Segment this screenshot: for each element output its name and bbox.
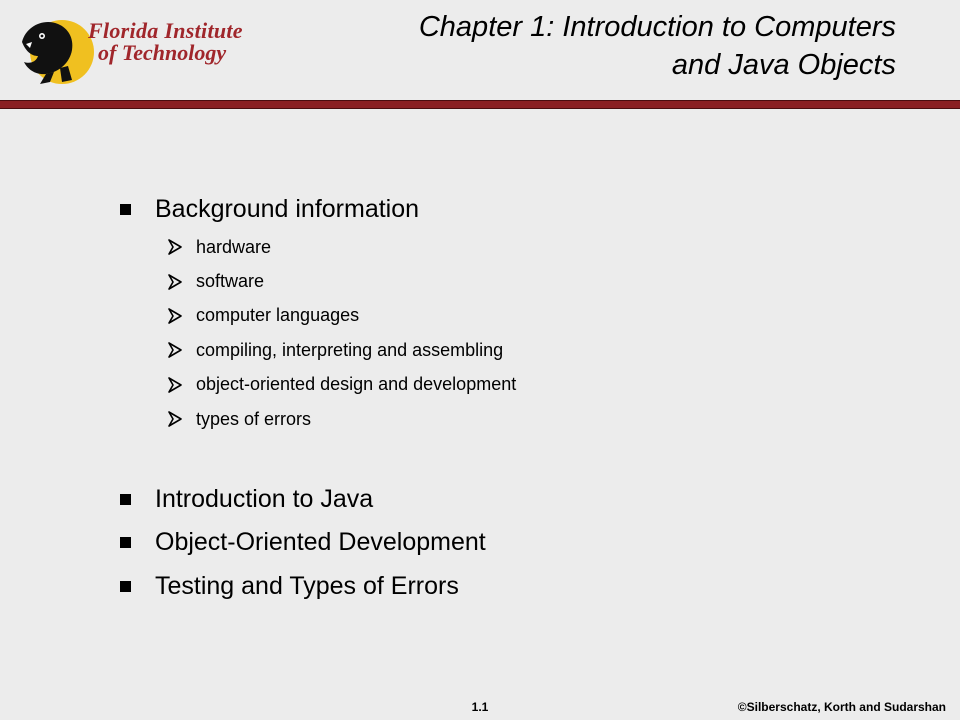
sub-bullet-item <box>168 333 880 367</box>
sub-bullet-item <box>168 299 880 333</box>
bullet-text: Testing and Types of Errors <box>155 571 459 600</box>
arrow-bullet-icon <box>168 377 182 393</box>
sub-bullet-text: object-oriented design and development <box>196 374 517 395</box>
panther-icon <box>16 12 96 86</box>
logo-line-2: of Technology <box>98 40 227 65</box>
bullet-item <box>120 526 880 560</box>
slide-title-line-2: and Java Objects <box>671 49 896 81</box>
arrow-bullet-icon <box>168 274 182 290</box>
slide-number: 1.1 <box>471 700 489 714</box>
sub-bullet-item <box>168 264 880 298</box>
sub-bullet-text: types of errors <box>196 408 312 429</box>
arrow-bullet-icon <box>168 308 182 324</box>
bullet-item <box>120 569 880 603</box>
sub-bullet-text: hardware <box>196 236 272 257</box>
sub-bullet-text: compiling, interpreting and assembling <box>196 339 504 360</box>
bullet-item <box>120 482 880 516</box>
logo-wordmark <box>88 20 243 64</box>
sub-bullet-item <box>168 368 880 402</box>
sub-bullet-list <box>168 230 880 436</box>
slide-title <box>296 8 896 84</box>
sub-bullet-item <box>168 402 880 436</box>
square-bullet-icon <box>120 204 131 215</box>
sub-bullet-text: computer languages <box>196 305 360 326</box>
slide-title-line-1: Chapter 1: Introduction to Computers <box>418 11 896 43</box>
bullet-text: Object-Oriented Development <box>155 528 486 557</box>
bullet-item <box>120 192 880 226</box>
arrow-bullet-icon <box>168 342 182 358</box>
institute-logo <box>16 12 256 86</box>
copyright-notice: ©Silberschatz, Korth and Sudarshan <box>737 700 946 714</box>
sub-bullet-item <box>168 230 880 264</box>
arrow-bullet-icon <box>168 239 182 255</box>
arrow-bullet-icon <box>168 411 182 427</box>
header-divider <box>0 100 960 109</box>
bullet-text: Introduction to Java <box>155 484 374 513</box>
square-bullet-icon <box>120 581 131 592</box>
bullet-text: Background information <box>155 194 420 223</box>
sub-bullet-text: software <box>196 271 265 292</box>
square-bullet-icon <box>120 494 131 505</box>
logo-line-1: Florida Institute <box>88 18 243 43</box>
square-bullet-icon <box>120 537 131 548</box>
bullet-list <box>120 192 880 613</box>
